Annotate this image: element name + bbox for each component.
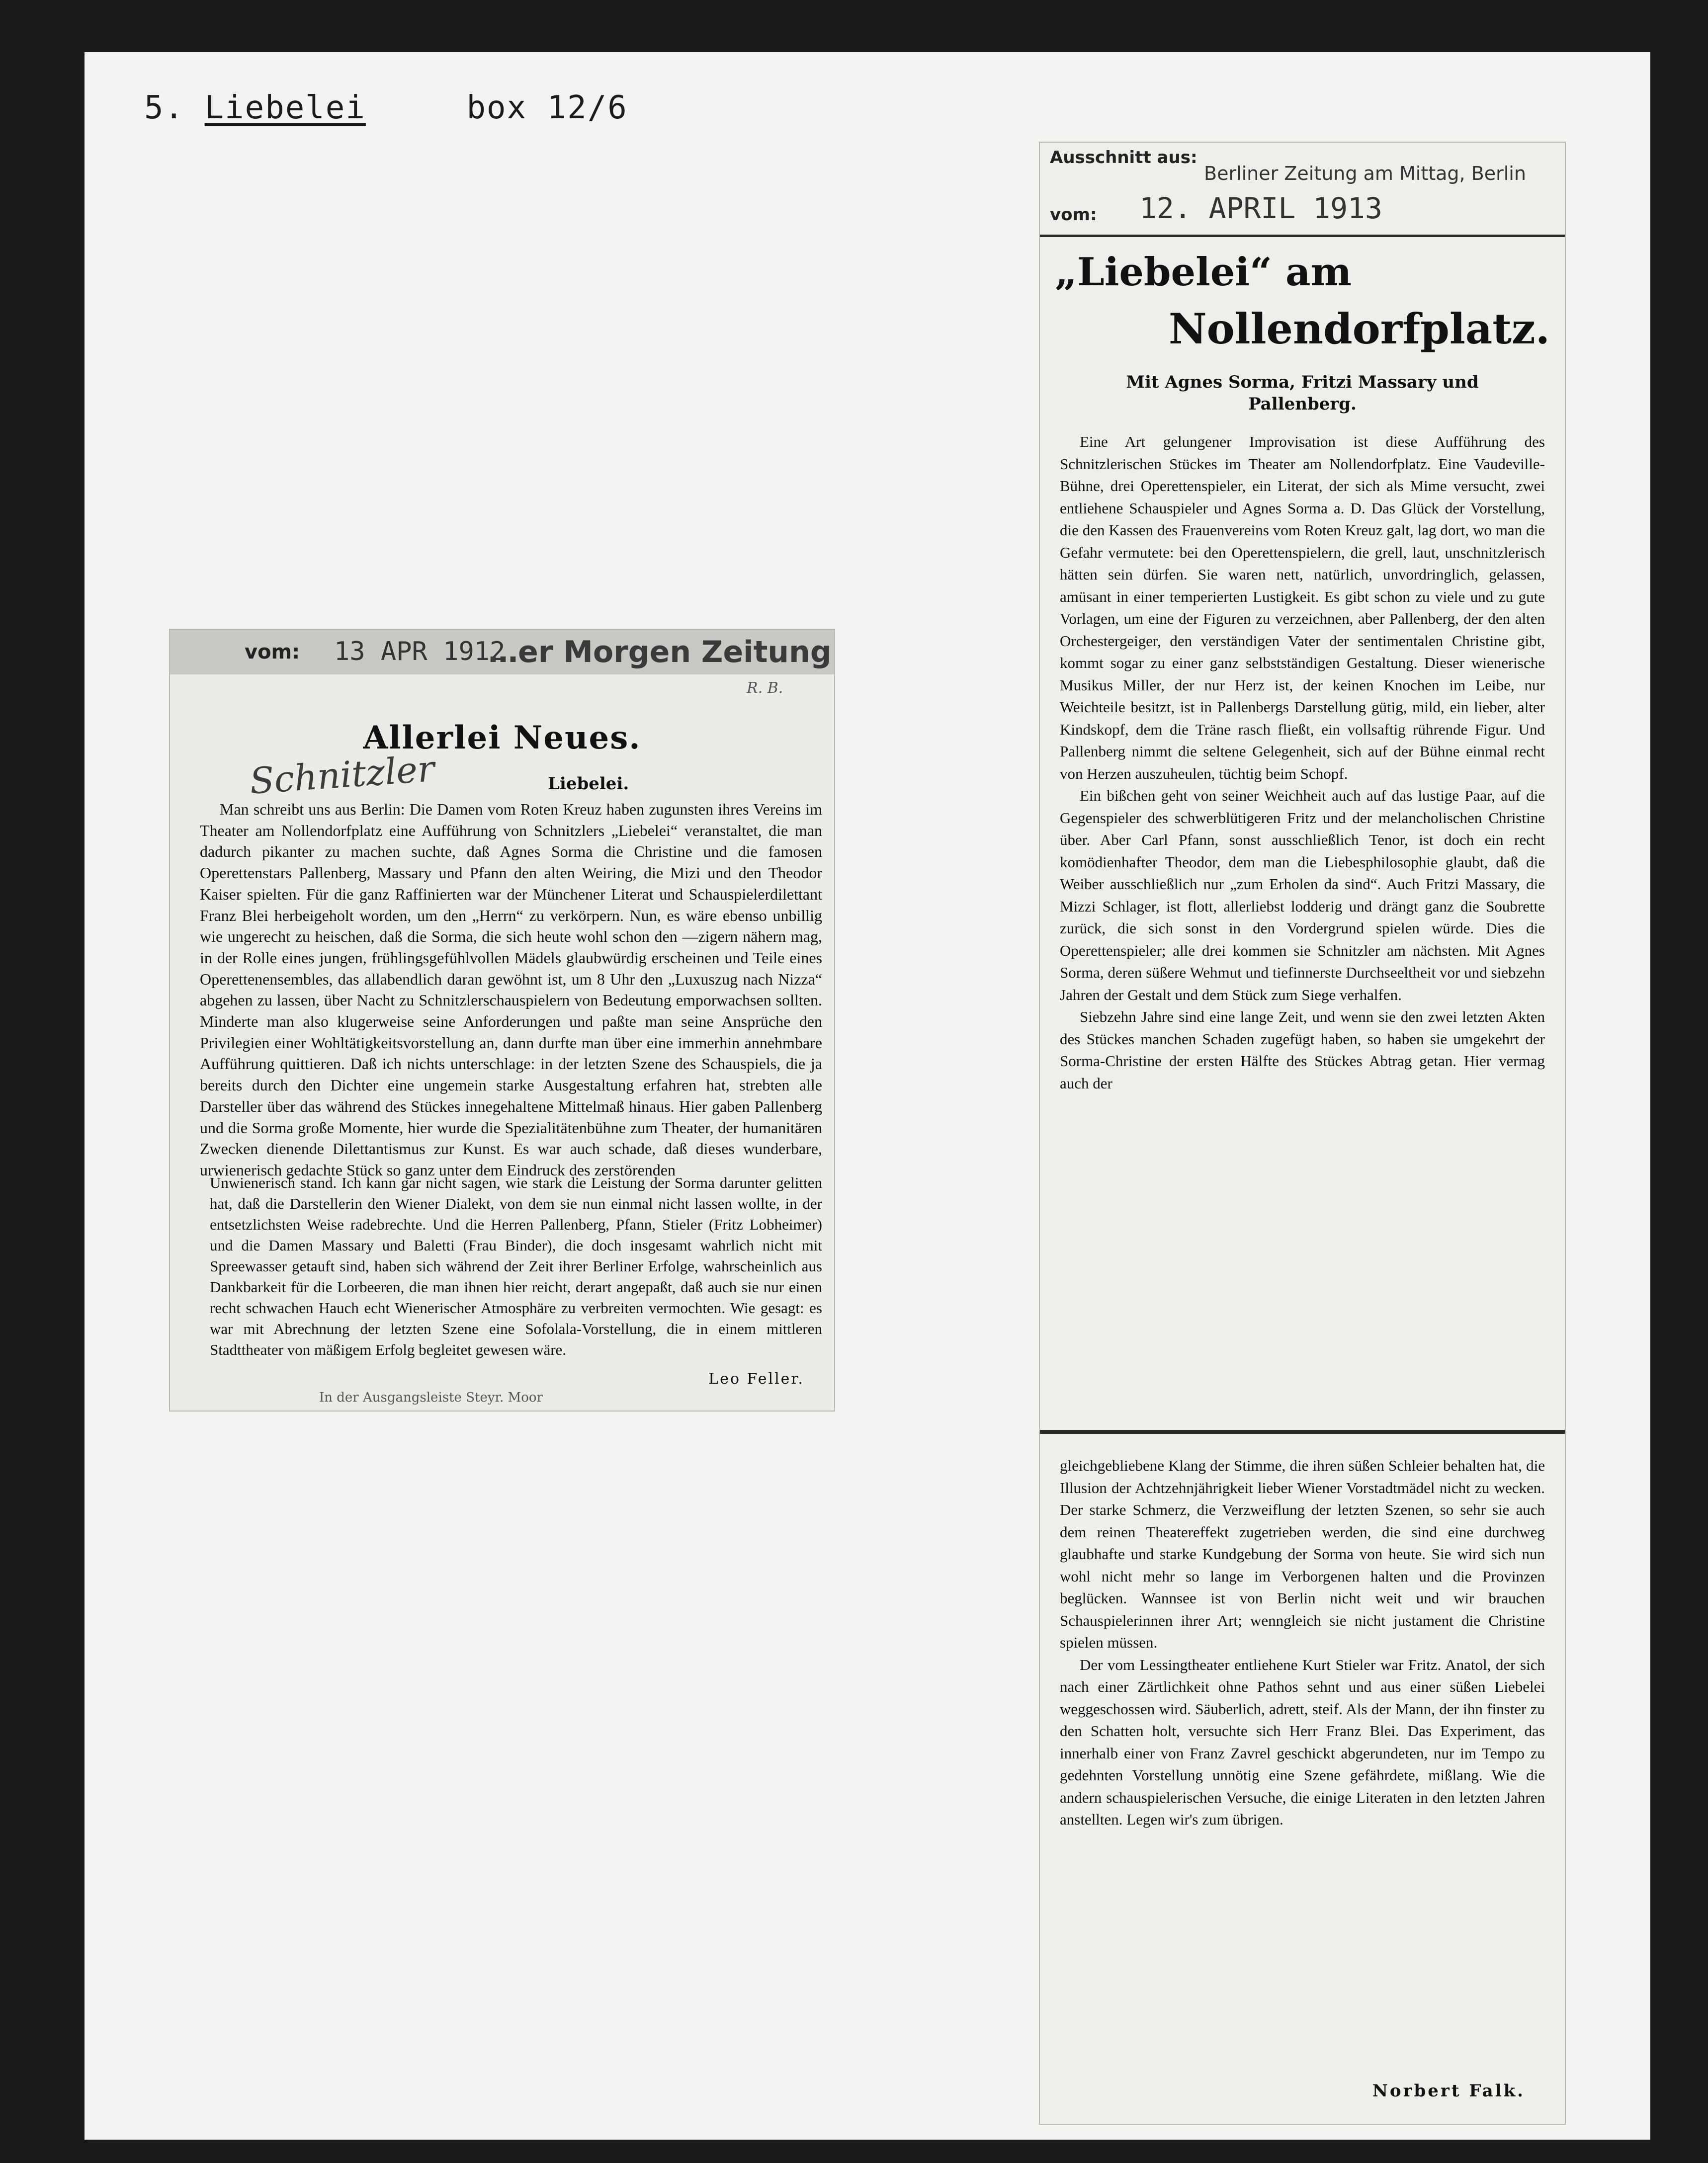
left-paragraph: Man schreibt uns aus Berlin: Die Damen vom Roten Kreuz haben zugunsten ihres Vereins im Theater am Nollendorfplatz eine Aufführung von Schnitzlers „Liebelei“ veranstaltet, die man dadurch pikanter zu machen suchte, daß Agnes Sorma die Christine und die famosen Operettenstars Pallenberg, Massary und Pfann den alten Weiring, die Mizi und den Theodor Kaiser spielten. Für die ganz Raffinierten war der Münchener Literat und Schauspielerdilettant Franz Blei herbeigeholt worden, um den „Herrn“ zu verkörpern. Nun, es wäre ebenso unbillig wie ungerecht zu heischen, daß die Sorma, die sich heute wohl schon den —zigern nähern mag, in der Rolle eines jungen, frühlingsgefühlvollen Mädels glaubwürdig erscheinen und Teile eines Operettenensembles, das allabendlich daran gewöhnt ist, um 8 Uhr den „Luxuszug nach Nizza“ abgehen zu lassen, über Nacht zu Schnitzlerschauspielern von Bedeutung emporwachsen sollten. Minderte man also klugerweise seine Anforderungen und paßte man seine Ansprüche den Privilegien einer Wohltätigkeitsvorstellung an, dann durfte man über eine immerhin annehmbare Aufführung quittieren. Daß ich nichts unterschlage: in der letzten Szene des Schauspiels, die ja bereits durch den Dichter eine ungemein starke Ausgestaltung erfahren hat, strebten alle Darsteller über das während des Stückes innegehaltene Mittelmaß hinaus. Hier gaben Pallenberg und die Sorma große Momente, hier wurde die Spezialitätenbühne zum Theater, der humanitären Zwecken dienende Dilettantismus zur Kunst. Es war auch schade, daß dieses wunderbare, urwienerisch gedachte Stück so ganz unter dem Eindruck des zerstörenden xyxy=(200,800,822,1179)
left-subheadline: Liebelei. xyxy=(548,774,629,794)
right-header-label: Ausschnitt aus: xyxy=(1050,148,1197,167)
left-byline-top: R. B. xyxy=(747,679,783,697)
right-split-rule xyxy=(1040,1430,1565,1434)
file-box: box 12/6 xyxy=(466,89,628,126)
left-source-prefix: vom: xyxy=(245,641,300,664)
left-source-name: …er Morgen Zeitung xyxy=(488,635,832,669)
right-source-name: Berliner Zeitung am Mittag, Berlin xyxy=(1204,163,1526,184)
file-label xyxy=(144,89,628,126)
archive-sheet xyxy=(85,52,1650,2140)
left-footer-cut: In der Ausgangsleiste Steyr. Moor xyxy=(319,1390,543,1405)
handwritten-note: Schnitzler xyxy=(248,748,436,802)
right-paragraph: Ein bißchen geht von seiner Weichheit auch auf das lustige Paar, auf die Gegenspieler des schwerblütigeren Fritz und der melancholischen Christine über. Aber Carl Pfann, sonst ausschließlich Tenor, ist doch ein recht komödienhafter Theodor, dem man die Liebesphilosophie glaubt, daß die Weiber ausschließlich nur „zum Erholen da sind“. Auch Fritzi Massary, die Mizzi Schlager, ist flott, allerliebst lodderig und drängt ganz die Soubrette zurück, die sich sonst in den Vordergrund spielen würde. Dies die Operettenspieler; alle drei kommen sie Schnitzler am nächsten. Mit Agnes Sorma, deren süßere Wehmut und tiefinnerste Durchseeltheit vor und siebzehn Jahren der Gestalt und dem Stück zum Siege verhalfen. xyxy=(1060,787,1545,1003)
right-body-part1 xyxy=(1060,431,1545,1094)
right-body-part2 xyxy=(1060,1455,1545,1831)
left-body xyxy=(200,799,822,1181)
right-paragraph: Siebzehn Jahre sind eine lange Zeit, und wenn sie den zwei letzten Akten des Stückes manchen Schaden zugefügt haben, so haben sie umgekehrt der Sorma-Christine der ersten Hälfte des Stückes Abtrag getan. Hier vermag auch der xyxy=(1060,1008,1545,1092)
left-signature: Leo Feller. xyxy=(708,1370,804,1388)
left-continuation xyxy=(210,1172,822,1360)
right-paragraph: gleichgebliebene Klang der Stimme, die ihren süßen Schleier behalten hat, die Illusion der Achtzehnjährigkeit lieber Wiener Vorstadtmädel nicht zu wecken. Der starke Schmerz, die Verzweiflung der letzten Szenen, so sehr sie auch dem reinen Theatereffekt zugetrieben werden, die sind eine durchweg glaubhafte und starke Kundgebung der Sorma von heute. Sie wird sich nun wohl nicht mehr so lange im Verborgenen halten und die Provinzen beglücken. Wannsee ist von Berlin nicht weit und wir brauchen Schauspielerinnen ihrer Art; wenngleich sie nicht justament die Christine spielen müssen. xyxy=(1060,1457,1545,1651)
right-source-prefix: vom: xyxy=(1050,205,1097,225)
file-title: Liebelei xyxy=(204,89,366,126)
right-headline-2: Nollendorfplatz. xyxy=(1168,304,1550,353)
right-subheadline: Mit Agnes Sorma, Fritzi Massary und Pallenberg. xyxy=(1126,372,1479,414)
right-signature: Norbert Falk. xyxy=(1372,2081,1525,2101)
right-paragraph: Eine Art gelungener Improvisation ist diese Aufführung des Schnitzlerischen Stückes im Theater am Nollendorfplatz. Eine Vaudeville-Bühne, drei Operettenspieler, ein Literat, der sich als Mime versucht, zwei entliehene Schauspieler und Agnes Sorma a. D. Das Glück der Vorstellung, die den Kassen des Frauenvereins vom Roten Kreuz galt, lag dort, wo man die Gefahr vermutete: bei den Operettenspielern, die grell, laut, unschnitzlerisch hätten sein dürfen. Sie waren nett, natürlich, unvordringlich, gelassen, amüsant in einer temperierten Lustigkeit. Es gibt schon zu viele und zu gute Vorlagen, um eine der Figuren zu verzeichnen, aber Pallenberg, der den alten Orchestergeiger, den verständigen Vater der sentimentalen Christine gibt, kommt sogar zu einer ganz selbstständigen Gestaltung. Dieser wienerische Musikus Miller, der nur Herz ist, der keinen Knochen im Leibe, nur Weichteile besitzt, ist in Pallenbergs Darstellung gütig, mild, ein lieber, alter Kindskopf, dem die Träne rasch fließt, ein vollsaftig rührende Figur. Und Pallenberg nimmt die seltene Gelegenheit, sich auf der Bühne einmal recht von Herzen auszuheulen, tüchtig beim Schopf. xyxy=(1060,433,1545,782)
left-headline: Allerlei Neues. xyxy=(363,719,641,756)
right-date-stamp: 12. APRIL 1913 xyxy=(1139,191,1382,225)
right-paragraph: Der vom Lessingtheater entliehene Kurt Stieler war Fritz. Anatol, der sich nach einer Zärtlichkeit ohne Pathos sehnt und aus einer süßen Liebelei weggeschossen wird. Säuberlich, adrett, steif. Als der Mann, der ihn finster zu den Schatten holt, versuchte sich Herr Franz Blei. Das Experiment, das innerhalb einer von Franz Zavrel geschickt abgerundeten, nur im Tempo zu gedehnten Vorstellung unnötig eine Szene gefährdete, mißlang. Wie die andern schauspielerischen Versuche, die einige Literaten in den letzten Jahren anstellten. Legen wir's zum übrigen. xyxy=(1060,1656,1545,1828)
left-clipping xyxy=(169,629,835,1412)
right-headline-1: „Liebelei“ am xyxy=(1055,250,1352,295)
left-date-stamp: 13 APR 1912 xyxy=(334,637,506,666)
left-continuation-paragraph: Unwienerisch stand. Ich kann gar nicht sagen, wie stark die Leistung der Sorma darunter gelitten hat, daß die Darstellerin den Wiener Dialekt, von dem sie nun einmal nicht lassen wollte, in der entsetzlichsten Weise radebrechte. Und die Herren Pallenberg, Pfann, Stieler (Fritz Lobheimer) und die Damen Massary und Baletti (Frau Binder), die doch insgesamt wahrlich nicht mit Spreewasser getauft sind, haben sich während der Zeit ihrer Berliner Erfolge, wahrscheinlich aus Dankbarkeit für die Lorbeeren, die man ihnen hier reicht, derart angepaßt, daß auch sie nur einen recht schwachen Hauch echt Wienerischer Atmosphäre zu verbreiten vermochten. Wie gesagt: es war mit Abrechnung der letzten Szene eine Sofolala-Vorstellung, die in einem mittleren Stadttheater von mäßigem Erfolg begleitet gewesen wäre. xyxy=(210,1174,822,1358)
file-number: 5. xyxy=(144,89,185,126)
right-clipping xyxy=(1039,142,1566,2125)
right-header-rule xyxy=(1040,235,1565,237)
